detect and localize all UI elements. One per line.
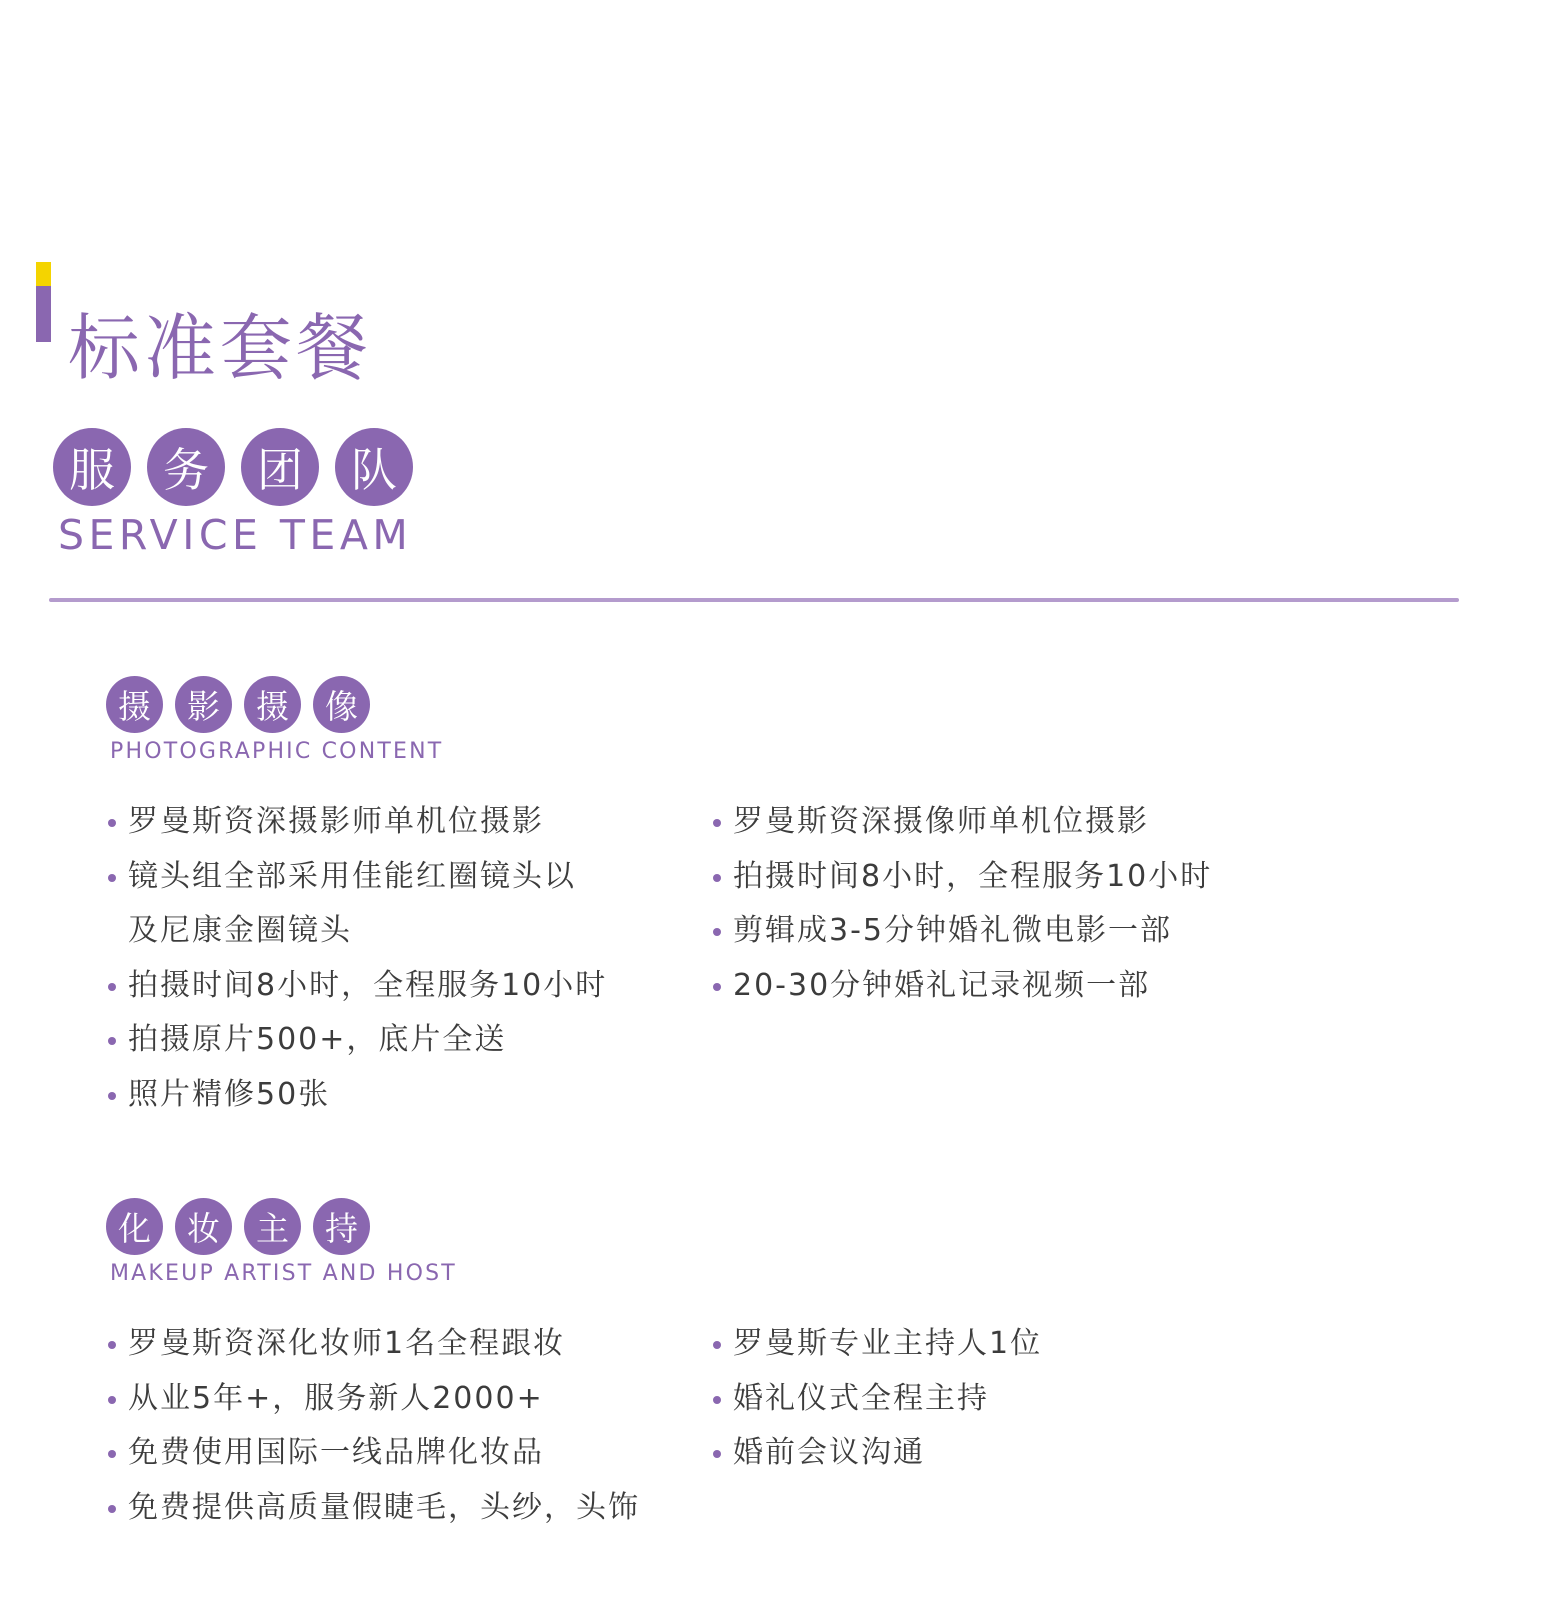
list-item: 照片精修50张: [108, 1068, 698, 1123]
section-divider: [49, 598, 1459, 602]
makeup-host-en-label: MAKEUP ARTIST AND HOST: [110, 1261, 457, 1286]
list-item: 镜头组全部采用佳能红圈镜头以及尼康金圈镜头: [108, 850, 588, 959]
heading-char: 团: [241, 428, 319, 506]
photography-heading: [106, 676, 370, 733]
heading-char: 持: [313, 1198, 370, 1255]
makeup-list: [108, 1317, 698, 1535]
list-item: 从业5年+，服务新人2000+: [108, 1372, 698, 1427]
heading-char: 像: [313, 676, 370, 733]
heading-char: 影: [175, 676, 232, 733]
page-title: 标准套餐: [68, 306, 373, 391]
heading-char: 服: [53, 428, 131, 506]
photography-en-label: PHOTOGRAPHIC CONTENT: [110, 739, 444, 764]
list-item: 罗曼斯资深化妆师1名全程跟妆: [108, 1317, 698, 1372]
list-item: 婚礼仪式全程主持: [713, 1372, 1353, 1427]
service-team-heading: [53, 428, 413, 506]
list-item: 罗曼斯资深摄像师单机位摄影: [713, 795, 1353, 850]
heading-char: 摄: [106, 676, 163, 733]
makeup-host-heading: [106, 1198, 370, 1255]
list-item: 拍摄原片500+，底片全送: [108, 1013, 698, 1068]
service-team-en-label: SERVICE TEAM: [58, 511, 413, 559]
title-accent-bar: [36, 262, 51, 342]
list-item: 剪辑成3-5分钟婚礼微电影一部: [713, 904, 1353, 959]
heading-char: 化: [106, 1198, 163, 1255]
list-item: 罗曼斯专业主持人1位: [713, 1317, 1353, 1372]
host-list: [713, 1317, 1353, 1481]
list-item: 罗曼斯资深摄影师单机位摄影: [108, 795, 698, 850]
list-item: 拍摄时间8小时，全程服务10小时: [713, 850, 1353, 905]
list-item: 免费使用国际一线品牌化妆品: [108, 1426, 698, 1481]
heading-char: 摄: [244, 676, 301, 733]
heading-char: 队: [335, 428, 413, 506]
heading-char: 主: [244, 1198, 301, 1255]
videography-list: [713, 795, 1353, 1013]
list-item: 免费提供高质量假睫毛，头纱，头饰: [108, 1481, 698, 1536]
list-item: 拍摄时间8小时，全程服务10小时: [108, 959, 698, 1014]
list-item: 20-30分钟婚礼记录视频一部: [713, 959, 1353, 1014]
photography-list: [108, 795, 698, 1122]
list-item: 婚前会议沟通: [713, 1426, 1353, 1481]
heading-char: 妆: [175, 1198, 232, 1255]
heading-char: 务: [147, 428, 225, 506]
